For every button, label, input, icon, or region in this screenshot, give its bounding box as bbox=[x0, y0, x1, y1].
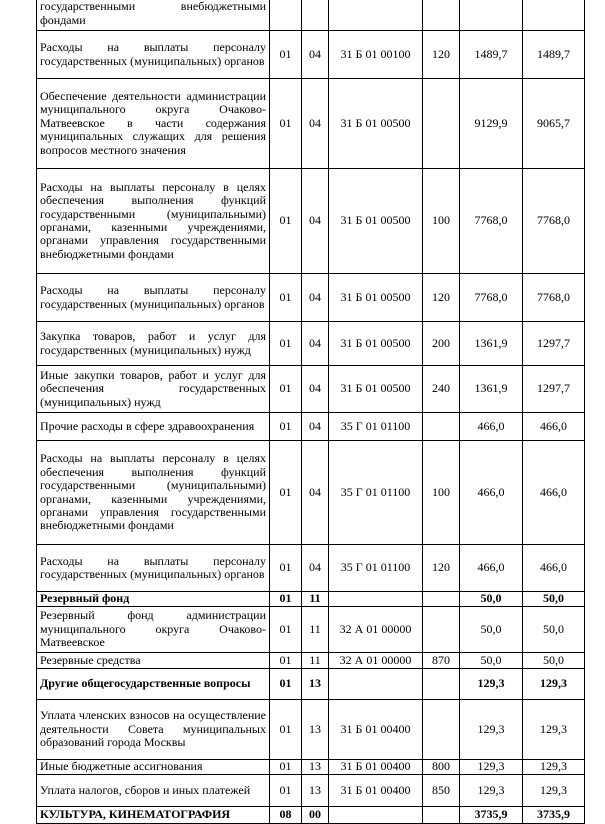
target-article-code: 31 Б 01 00500 bbox=[329, 79, 423, 169]
subsection-code: 04 bbox=[302, 169, 329, 274]
target-article-code: 35 Г 01 01100 bbox=[329, 413, 423, 441]
target-article-code: 32 А 01 00000 bbox=[329, 607, 423, 653]
amount-actual: 1297,7 bbox=[523, 322, 585, 366]
subsection-code: 04 bbox=[302, 413, 329, 441]
subsection-code: 13 bbox=[302, 775, 329, 807]
table-row bbox=[37, 545, 585, 592]
amount-plan: 50,0 bbox=[460, 653, 523, 669]
section-code: 08 bbox=[270, 807, 302, 824]
section-code: 01 bbox=[270, 700, 302, 760]
expense-type-code bbox=[423, 413, 460, 441]
section-code: 01 bbox=[270, 545, 302, 592]
target-article-code bbox=[329, 592, 423, 607]
subsection-code: 04 bbox=[302, 366, 329, 413]
table-body bbox=[37, 0, 585, 824]
expense-type-code: 120 bbox=[423, 545, 460, 592]
subsection-code: 11 bbox=[302, 653, 329, 669]
amount-plan bbox=[460, 0, 523, 31]
target-article-code: 35 Г 01 01100 bbox=[329, 441, 423, 545]
target-article-code: 31 Б 01 00500 bbox=[329, 169, 423, 274]
amount-actual: 1489,7 bbox=[523, 31, 585, 79]
amount-actual: 50,0 bbox=[523, 592, 585, 607]
section-code: 01 bbox=[270, 653, 302, 669]
amount-plan: 50,0 bbox=[460, 607, 523, 653]
section-code: 01 bbox=[270, 413, 302, 441]
row-name: Уплата членских взносов на осуществление деятельности Совета муниципальных образований города Москвы bbox=[37, 700, 270, 760]
row-name: государственными внебюджетными фондами bbox=[37, 0, 270, 31]
amount-actual: 466,0 bbox=[523, 413, 585, 441]
expense-type-code: 120 bbox=[423, 274, 460, 322]
amount-plan: 129,3 bbox=[460, 760, 523, 775]
subsection-code: 04 bbox=[302, 441, 329, 545]
target-article-code: 31 Б 01 00500 bbox=[329, 274, 423, 322]
amount-plan: 7768,0 bbox=[460, 169, 523, 274]
target-article-code: 32 А 01 00000 bbox=[329, 653, 423, 669]
target-article-code: 31 Б 01 00500 bbox=[329, 366, 423, 413]
amount-plan: 129,3 bbox=[460, 669, 523, 700]
section-code: 01 bbox=[270, 441, 302, 545]
subsection-code: 04 bbox=[302, 274, 329, 322]
subsection-code: 00 bbox=[302, 807, 329, 824]
section-code: 01 bbox=[270, 607, 302, 653]
table-row bbox=[37, 413, 585, 441]
row-name: Другие общегосударственные вопросы bbox=[37, 669, 270, 700]
amount-plan: 7768,0 bbox=[460, 274, 523, 322]
target-article-code bbox=[329, 0, 423, 31]
amount-actual: 129,3 bbox=[523, 775, 585, 807]
expense-type-code bbox=[423, 607, 460, 653]
section-code: 01 bbox=[270, 775, 302, 807]
row-name: Резервный фонд администрации муниципального округа Очаково-Матвеевское bbox=[37, 607, 270, 653]
subsection-code: 04 bbox=[302, 31, 329, 79]
amount-plan: 50,0 bbox=[460, 592, 523, 607]
expense-type-code: 850 bbox=[423, 775, 460, 807]
subsection-code: 13 bbox=[302, 760, 329, 775]
table-row bbox=[37, 760, 585, 775]
row-name: Расходы на выплаты персоналу государственных (муниципальных) органов bbox=[37, 31, 270, 79]
amount-actual: 466,0 bbox=[523, 545, 585, 592]
amount-plan: 1489,7 bbox=[460, 31, 523, 79]
table-row bbox=[37, 79, 585, 169]
amount-actual: 3735,9 bbox=[523, 807, 585, 824]
expense-type-code bbox=[423, 807, 460, 824]
table-row bbox=[37, 669, 585, 700]
amount-actual bbox=[523, 0, 585, 31]
section-code: 01 bbox=[270, 274, 302, 322]
table-row bbox=[37, 366, 585, 413]
amount-actual: 7768,0 bbox=[523, 169, 585, 274]
amount-actual: 50,0 bbox=[523, 653, 585, 669]
section-code: 01 bbox=[270, 169, 302, 274]
expense-type-code bbox=[423, 0, 460, 31]
amount-plan: 1361,9 bbox=[460, 366, 523, 413]
section-code: 01 bbox=[270, 79, 302, 169]
amount-plan: 129,3 bbox=[460, 700, 523, 760]
target-article-code bbox=[329, 807, 423, 824]
amount-actual: 1297,7 bbox=[523, 366, 585, 413]
expense-type-code: 800 bbox=[423, 760, 460, 775]
target-article-code: 31 Б 01 00100 bbox=[329, 31, 423, 79]
table-row bbox=[37, 322, 585, 366]
amount-actual: 129,3 bbox=[523, 760, 585, 775]
subsection-code: 13 bbox=[302, 669, 329, 700]
section-code: 01 bbox=[270, 760, 302, 775]
row-name: Расходы на выплаты персоналу государственных (муниципальных) органов bbox=[37, 274, 270, 322]
table-row bbox=[37, 775, 585, 807]
expense-type-code bbox=[423, 592, 460, 607]
row-name: КУЛЬТУРА, КИНЕМАТОГРАФИЯ bbox=[37, 807, 270, 824]
subsection-code: 04 bbox=[302, 322, 329, 366]
subsection-code: 11 bbox=[302, 607, 329, 653]
table-row bbox=[37, 653, 585, 669]
amount-actual: 129,3 bbox=[523, 669, 585, 700]
expense-type-code bbox=[423, 669, 460, 700]
section-code: 01 bbox=[270, 322, 302, 366]
subsection-code bbox=[302, 0, 329, 31]
table-row bbox=[37, 807, 585, 824]
target-article-code: 31 Б 01 00400 bbox=[329, 775, 423, 807]
table-row bbox=[37, 31, 585, 79]
expense-type-code: 100 bbox=[423, 441, 460, 545]
table-row bbox=[37, 169, 585, 274]
expense-type-code: 100 bbox=[423, 169, 460, 274]
amount-actual: 50,0 bbox=[523, 607, 585, 653]
target-article-code: 31 Б 01 00400 bbox=[329, 760, 423, 775]
amount-plan: 466,0 bbox=[460, 441, 523, 545]
table-row bbox=[37, 274, 585, 322]
expense-type-code bbox=[423, 700, 460, 760]
amount-plan: 9129,9 bbox=[460, 79, 523, 169]
subsection-code: 04 bbox=[302, 79, 329, 169]
amount-plan: 129,3 bbox=[460, 775, 523, 807]
subsection-code: 04 bbox=[302, 545, 329, 592]
table-row bbox=[37, 700, 585, 760]
target-article-code: 31 Б 01 00400 bbox=[329, 700, 423, 760]
subsection-code: 13 bbox=[302, 700, 329, 760]
section-code: 01 bbox=[270, 669, 302, 700]
table-row bbox=[37, 441, 585, 545]
row-name: Резервные средства bbox=[37, 653, 270, 669]
expense-type-code: 200 bbox=[423, 322, 460, 366]
amount-actual: 9065,7 bbox=[523, 79, 585, 169]
row-name: Закупка товаров, работ и услуг для государственных (муниципальных) нужд bbox=[37, 322, 270, 366]
row-name: Иные закупки товаров, работ и услуг для обеспечения государственных (муниципальных) нужд bbox=[37, 366, 270, 413]
amount-plan: 3735,9 bbox=[460, 807, 523, 824]
amount-plan: 1361,9 bbox=[460, 322, 523, 366]
section-code: 01 bbox=[270, 592, 302, 607]
amount-actual: 129,3 bbox=[523, 700, 585, 760]
section-code bbox=[270, 0, 302, 31]
table-row bbox=[37, 592, 585, 607]
amount-actual: 7768,0 bbox=[523, 274, 585, 322]
expense-type-code bbox=[423, 79, 460, 169]
row-name: Расходы на выплаты персоналу государственных (муниципальных) органов bbox=[37, 545, 270, 592]
subsection-code: 11 bbox=[302, 592, 329, 607]
row-name: Расходы на выплаты персоналу в целях обеспечения выполнения функций государственными (муниципальными) органами, казенными учреждениями, органами управления государственными внебюджетными фондами bbox=[37, 441, 270, 545]
row-name: Обеспечение деятельности администрации муниципального округа Очаково-Матвеевское в части содержания муниципальных служащих для решения вопросов местного значения bbox=[37, 79, 270, 169]
target-article-code: 35 Г 01 01100 bbox=[329, 545, 423, 592]
table-row bbox=[37, 607, 585, 653]
table-row bbox=[37, 0, 585, 31]
row-name: Иные бюджетные ассигнования bbox=[37, 760, 270, 775]
target-article-code bbox=[329, 669, 423, 700]
expense-type-code: 240 bbox=[423, 366, 460, 413]
amount-plan: 466,0 bbox=[460, 413, 523, 441]
expense-type-code: 120 bbox=[423, 31, 460, 79]
expense-type-code: 870 bbox=[423, 653, 460, 669]
section-code: 01 bbox=[270, 31, 302, 79]
row-name: Уплата налогов, сборов и иных платежей bbox=[37, 775, 270, 807]
target-article-code: 31 Б 01 00500 bbox=[329, 322, 423, 366]
amount-actual: 466,0 bbox=[523, 441, 585, 545]
row-name: Прочие расходы в сфере здравоохранения bbox=[37, 413, 270, 441]
row-name: Резервный фонд bbox=[37, 592, 270, 607]
row-name: Расходы на выплаты персоналу в целях обеспечения выполнения функций государственными (муниципальными) органами, казенными учреждениями, органами управления государственными внебюджетными фондами bbox=[37, 169, 270, 274]
section-code: 01 bbox=[270, 366, 302, 413]
amount-plan: 466,0 bbox=[460, 545, 523, 592]
budget-table bbox=[36, 0, 585, 824]
